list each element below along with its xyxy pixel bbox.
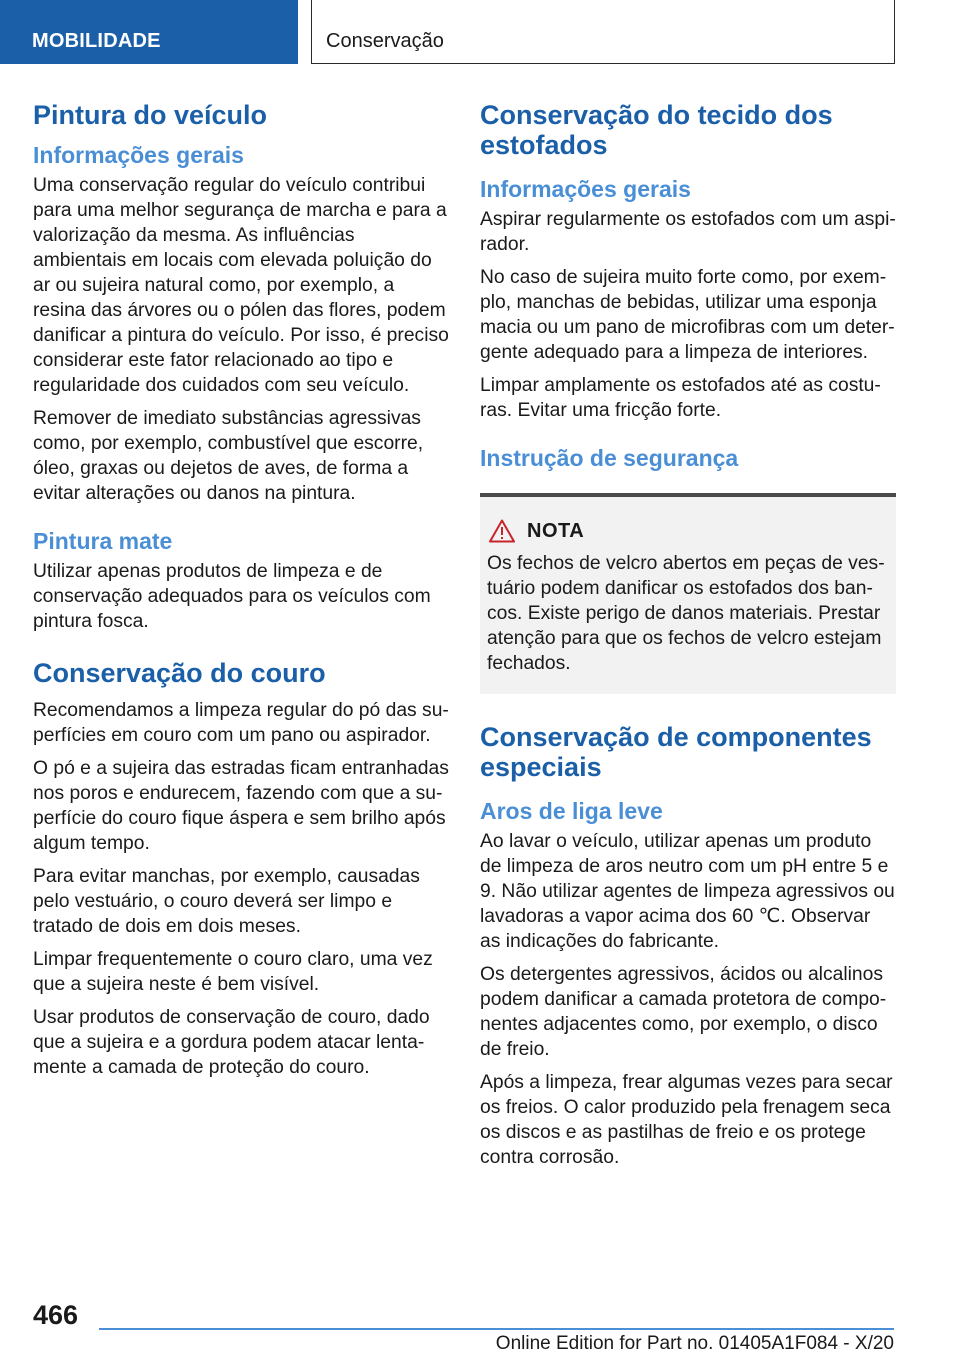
note-title: NOTA [527,519,585,542]
note-text: Os fechos de velcro abertos em peças de vestuário podem danificar os estofados dos bancos. Existe perigo de danos materiais. Prestar atenção para que os fechos de velcro estejam fechados. [487,553,885,674]
right-column [480,100,896,1178]
footer-divider [99,1328,894,1330]
paragraph: Remover de imediato substâncias agressivas como, por exemplo, combustível que escorre, óleo, graxas ou dejetos de aves, de forma a evitar alterações ou danos na pintura. [33,408,424,504]
subheading-matte-paint: Pintura mate [33,528,173,554]
paragraph: Os detergentes agressivos, ácidos ou alcalinos podem danificar a camada protetora de componentes adjacentes como, por exemplo, o disco de freio. [480,964,887,1060]
subheading-safety: Instrução de segurança [480,445,739,471]
paragraph: Usar produtos de conservação de couro, dado que a sujeira e a gordura podem atacar lentamente a camada de proteção do couro. [33,1007,430,1078]
chapter-header [311,0,895,64]
section-tab [0,0,298,64]
left-column [33,100,449,1088]
paragraph: Ao lavar o veículo, utilizar apenas um produto de limpeza de aros neutro com um pH entre 5 e 9. Não utilizar agentes de limpeza agressivos ou lavadoras a vapor acima dos 60 ℃. Observar as indicações do fabricante. [480,831,895,952]
paragraph: Uma conservação regular do veículo contribui para uma melhor segurança de marcha e para a valorização da mesma. As influências ambientais em locais com elevada poluição do ar ou sujeira natural como, por exemplo, a resina das árvores ou o pólen das flores, podem danificar a pintura do veículo. Por isso, é preciso considerar este fator relacionado ao tipo e regularidade dos cuidados com seu veículo. [33,175,449,396]
footer-edition: Online Edition for Part no. 01405A1F084 - X/20 [495,1333,894,1354]
warning-triangle-icon [489,519,515,543]
note-box [480,493,896,694]
heading-fabric-care: Conservação do tecido dos estofados [480,100,833,160]
paragraph: Para evitar manchas, por exemplo, causadas pelo vestuário, o couro deverá ser limpo e tratado de dois em dois meses. [33,866,420,937]
paragraph: Após a limpeza, frear algumas vezes para secar os freios. O calor produzido pela frenagem seca os discos e as pastilhas de freio e os protege contra corrosão. [480,1072,893,1168]
paragraph: Aspirar regularmente os estofados com um aspirador. [480,209,896,255]
heading-leather-care: Conservação do couro [33,658,326,688]
subheading-alloy-rims: Aros de liga leve [480,798,663,824]
paragraph: Limpar amplamente os estofados até as costuras. Evitar uma fricção forte. [480,375,881,421]
subheading-general-info: Informações gerais [33,142,244,168]
heading-special-components: Conservação de componentes especiais [480,722,872,782]
subheading-general-info: Informações gerais [480,176,691,202]
paragraph: No caso de sujeira muito forte como, por exemplo, manchas de bebidas, utilizar uma esponja macia ou um pano de microfibras com um detergente adequado para a limpeza de interiores. [480,267,895,363]
paragraph: Recomendamos a limpeza regular do pó das superfícies em couro com um pano ou aspirador. [33,700,449,746]
section-label: MOBILIDADE [32,30,161,52]
note-header [487,519,888,543]
paragraph: Limpar frequentemente o couro claro, uma vez que a sujeira neste é bem visível. [33,949,433,995]
heading-paint: Pintura do veículo [33,100,268,130]
page-number: 466 [33,1300,79,1330]
paragraph: O pó e a sujeira das estradas ficam entranhadas nos poros e endurecem, fazendo com que a superfície do couro fique áspera e sem brilho após algum tempo. [33,758,449,854]
paragraph: Utilizar apenas produtos de limpeza e de conservação adequados para os veículos com pintura fosca. [33,561,431,632]
chapter-title: Conservação [326,30,444,52]
